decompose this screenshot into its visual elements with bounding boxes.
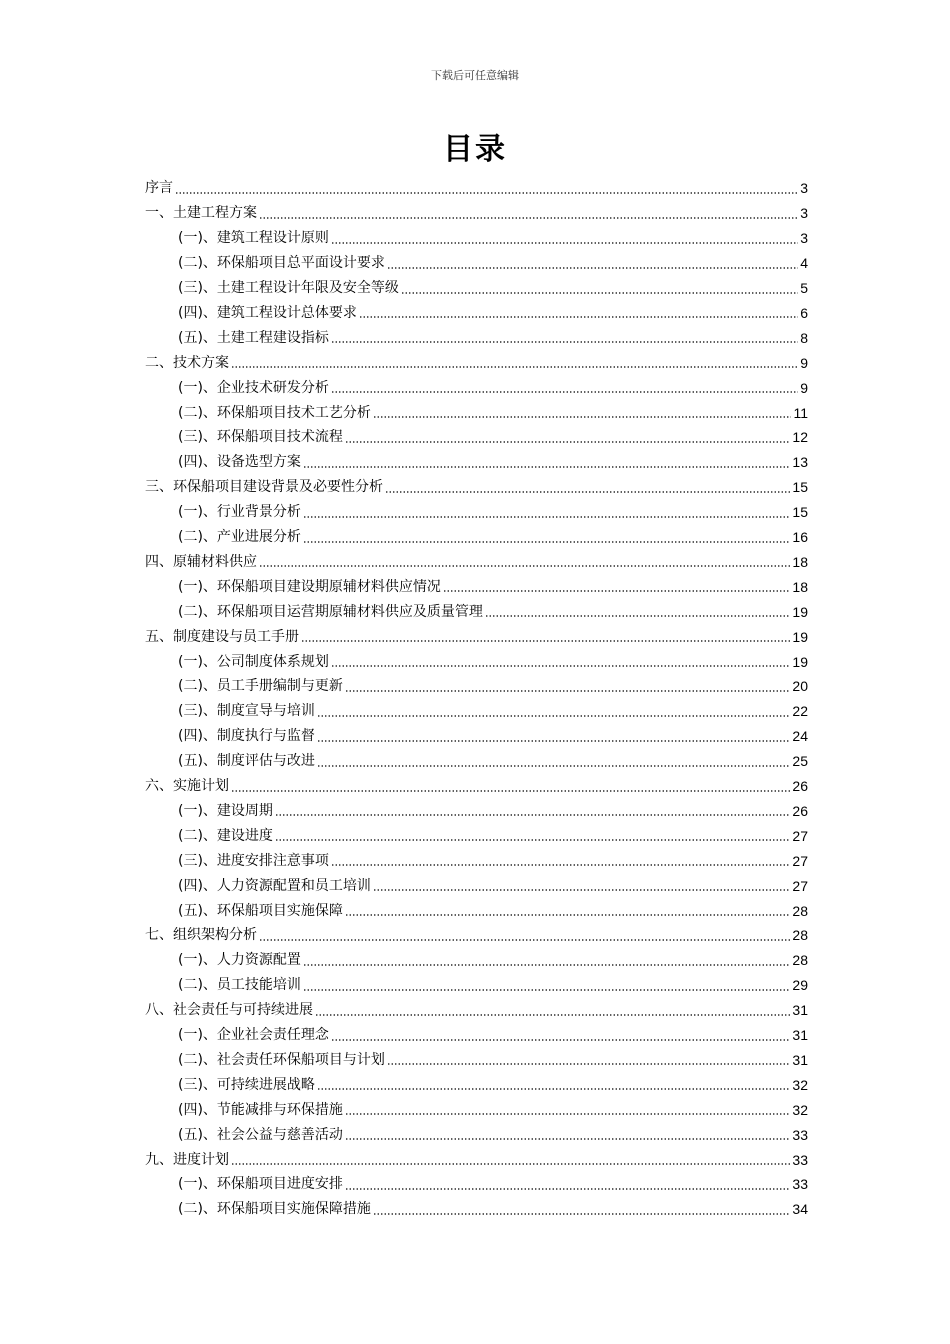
toc-page-number: 26 <box>792 778 808 795</box>
toc-subsection-entry[interactable] <box>178 1197 808 1222</box>
toc-subsection-entry[interactable] <box>178 425 808 450</box>
toc-dot-leader <box>275 814 790 816</box>
toc-dot-leader <box>345 441 790 443</box>
toc-subsection-entry[interactable] <box>178 674 808 699</box>
toc-subsection-entry[interactable] <box>178 1072 808 1097</box>
toc-dot-leader <box>331 864 790 866</box>
toc-dot-leader <box>387 267 798 269</box>
toc-subsection-entry[interactable] <box>178 973 808 998</box>
toc-entry-label: (三)、土建工程设计年限及安全等级 <box>178 280 399 297</box>
toc-page-number: 3 <box>800 230 808 247</box>
toc-page-number: 12 <box>792 429 808 446</box>
toc-entry-label: 七、组织架构分析 <box>145 927 257 944</box>
toc-page-number: 9 <box>800 354 808 371</box>
toc-entry-label: 九、进度计划 <box>145 1151 229 1168</box>
toc-entry-label: (一)、人力资源配置 <box>178 952 301 969</box>
toc-subsection-entry[interactable] <box>178 1023 808 1048</box>
toc-page-number: 32 <box>792 1076 808 1093</box>
toc-dot-leader <box>345 690 790 692</box>
toc-entry-label: (二)、社会责任环保船项目与计划 <box>178 1051 385 1068</box>
toc-dot-leader <box>345 914 790 916</box>
toc-entry-label: (一)、建设周期 <box>178 802 273 819</box>
toc-section-entry[interactable] <box>145 1147 808 1172</box>
toc-subsection-entry[interactable] <box>178 1097 808 1122</box>
toc-entry-label: (二)、建设进度 <box>178 827 273 844</box>
toc-section-entry[interactable] <box>145 923 808 948</box>
toc-page-number: 19 <box>792 628 808 645</box>
toc-page-number: 5 <box>800 280 808 297</box>
toc-page-number: 22 <box>792 703 808 720</box>
page-header-note: 下载后可任意编辑 <box>431 69 519 82</box>
toc-dot-leader <box>175 192 798 194</box>
toc-subsection-entry[interactable] <box>178 325 808 350</box>
toc-dot-leader <box>303 516 790 518</box>
toc-page-number: 28 <box>792 927 808 944</box>
toc-page-number: 33 <box>792 1151 808 1168</box>
toc-dot-leader <box>345 1188 790 1190</box>
toc-page-number: 19 <box>792 653 808 670</box>
toc-subsection-entry[interactable] <box>178 1048 808 1073</box>
toc-dot-leader <box>345 1138 790 1140</box>
toc-entry-label: (二)、环保船项目总平面设计要求 <box>178 255 385 272</box>
toc-dot-leader <box>385 491 790 493</box>
toc-page-number: 27 <box>792 852 808 869</box>
toc-dot-leader <box>331 242 798 244</box>
toc-entry-label: (一)、企业社会责任理念 <box>178 1027 329 1044</box>
toc-dot-leader <box>401 292 798 294</box>
toc-section-entry[interactable] <box>145 201 808 226</box>
toc-entry-label: (一)、企业技术研发分析 <box>178 379 329 396</box>
toc-page-number: 28 <box>792 902 808 919</box>
toc-entry-label: 一、土建工程方案 <box>145 205 257 222</box>
toc-dot-leader <box>301 640 790 642</box>
toc-entry-label: (一)、行业背景分析 <box>178 504 301 521</box>
toc-page-number: 15 <box>792 479 808 496</box>
toc-page-number: 4 <box>800 255 808 272</box>
toc-page-number: 8 <box>800 329 808 346</box>
toc-dot-leader <box>331 391 798 393</box>
toc-page-number: 20 <box>792 678 808 695</box>
toc-subsection-entry[interactable] <box>178 500 808 525</box>
toc-page-number: 9 <box>800 379 808 396</box>
toc-dot-leader <box>275 839 790 841</box>
toc-page-number: 31 <box>792 1002 808 1019</box>
toc-page-number: 27 <box>792 877 808 894</box>
toc-page-number: 18 <box>792 578 808 595</box>
toc-entry-label: (四)、节能减排与环保措施 <box>178 1101 343 1118</box>
toc-entry-label: 四、原辅材料供应 <box>145 553 257 570</box>
toc-entry-label: (三)、制度宣导与培训 <box>178 703 315 720</box>
toc-subsection-entry[interactable] <box>178 749 808 774</box>
toc-dot-leader <box>303 964 790 966</box>
toc-subsection-entry[interactable] <box>178 450 808 475</box>
toc-subsection-entry[interactable] <box>178 525 808 550</box>
toc-subsection-entry[interactable] <box>178 873 808 898</box>
toc-entry-label: (五)、社会公益与慈善活动 <box>178 1126 343 1143</box>
toc-dot-leader <box>317 765 790 767</box>
toc-page-number: 29 <box>792 977 808 994</box>
toc-dot-leader <box>331 341 798 343</box>
toc-title: 目录 <box>443 132 507 167</box>
toc-entry-label: (五)、土建工程建设指标 <box>178 329 329 346</box>
toc-section-entry[interactable] <box>145 350 808 375</box>
toc-dot-leader <box>303 541 790 543</box>
toc-dot-leader <box>443 590 790 592</box>
toc-entry-label: (二)、环保船项目技术工艺分析 <box>178 404 371 421</box>
toc-subsection-entry[interactable] <box>178 898 808 923</box>
toc-dot-leader <box>317 1088 790 1090</box>
toc-entry-label: (五)、制度评估与改进 <box>178 753 315 770</box>
toc-entry-label: 二、技术方案 <box>145 354 229 371</box>
toc-dot-leader <box>485 615 790 617</box>
toc-page-number: 28 <box>792 952 808 969</box>
toc-page-number: 15 <box>792 504 808 521</box>
toc-entry-label: (四)、建筑工程设计总体要求 <box>178 304 357 321</box>
toc-dot-leader <box>373 1213 790 1215</box>
toc-subsection-entry[interactable] <box>178 301 808 326</box>
toc-subsection-entry[interactable] <box>178 823 808 848</box>
toc-subsection-entry[interactable] <box>178 848 808 873</box>
toc-dot-leader <box>331 1039 790 1041</box>
toc-section-entry[interactable] <box>145 475 808 500</box>
toc-subsection-entry[interactable] <box>178 948 808 973</box>
toc-page-number: 19 <box>792 603 808 620</box>
toc-entry-label: (二)、员工手册编制与更新 <box>178 678 343 695</box>
toc-page-number: 27 <box>792 827 808 844</box>
toc-entry-label: (三)、进度安排注意事项 <box>178 852 329 869</box>
toc-dot-leader <box>303 466 790 468</box>
toc-subsection-entry[interactable] <box>178 1122 808 1147</box>
toc-entry-label: (五)、环保船项目实施保障 <box>178 902 343 919</box>
toc-dot-leader <box>359 316 798 318</box>
toc-subsection-entry[interactable] <box>178 699 808 724</box>
toc-page-number: 25 <box>792 753 808 770</box>
toc-entry-label: (一)、建筑工程设计原则 <box>178 230 329 247</box>
toc-dot-leader <box>373 889 790 891</box>
toc-page-number: 32 <box>792 1101 808 1118</box>
toc-page-number: 11 <box>793 404 808 421</box>
toc-section-entry[interactable] <box>145 998 808 1023</box>
toc-subsection-entry[interactable] <box>178 574 808 599</box>
toc-subsection-entry[interactable] <box>178 1172 808 1197</box>
toc-page-number: 33 <box>792 1176 808 1193</box>
toc-section-entry[interactable] <box>145 550 808 575</box>
toc-entry-label: (四)、人力资源配置和员工培训 <box>178 877 371 894</box>
toc-dot-leader <box>259 939 790 941</box>
toc-page-number: 13 <box>792 454 808 471</box>
toc-page-number: 34 <box>792 1201 808 1218</box>
toc-page-number: 3 <box>800 180 808 197</box>
toc-section-entry[interactable] <box>145 774 808 799</box>
toc-entry-label: (二)、员工技能培训 <box>178 977 301 994</box>
toc-subsection-entry[interactable] <box>178 226 808 251</box>
toc-entry-label: (四)、设备选型方案 <box>178 454 301 471</box>
toc-entry-label: 八、社会责任与可持续进展 <box>145 1002 313 1019</box>
toc-subsection-entry[interactable] <box>178 400 808 425</box>
toc-dot-leader <box>331 665 790 667</box>
toc-entry-label: (一)、公司制度体系规划 <box>178 653 329 670</box>
toc-subsection-entry[interactable] <box>178 375 808 400</box>
toc-dot-leader <box>303 989 790 991</box>
toc-entry-label: (三)、可持续进展战略 <box>178 1076 315 1093</box>
toc-dot-leader <box>387 1063 790 1065</box>
toc-page-number: 24 <box>792 728 808 745</box>
toc-page-number: 26 <box>792 802 808 819</box>
toc-page-number: 16 <box>792 529 808 546</box>
toc-page-number: 3 <box>800 205 808 222</box>
toc-page-number: 31 <box>792 1051 808 1068</box>
toc-dot-leader <box>231 366 798 368</box>
toc-subsection-entry[interactable] <box>178 251 808 276</box>
toc-entry-label: 五、制度建设与员工手册 <box>145 628 299 645</box>
toc-subsection-entry[interactable] <box>178 276 808 301</box>
toc-entry-label: 三、环保船项目建设背景及必要性分析 <box>145 479 383 496</box>
toc-entry-label: 序言 <box>145 180 173 197</box>
toc-dot-leader <box>345 1113 790 1115</box>
toc-subsection-entry[interactable] <box>178 599 808 624</box>
toc-entry-label: (二)、环保船项目实施保障措施 <box>178 1201 371 1218</box>
toc-dot-leader <box>315 1014 790 1016</box>
toc-dot-leader <box>373 416 792 418</box>
toc-entry-label: (二)、环保船项目运营期原辅材料供应及质量管理 <box>178 603 483 620</box>
toc-page-number: 31 <box>792 1027 808 1044</box>
toc-page-number: 18 <box>792 553 808 570</box>
toc-dot-leader <box>259 217 798 219</box>
toc-dot-leader <box>231 790 790 792</box>
toc-section-entry[interactable] <box>145 624 808 649</box>
toc-subsection-entry[interactable] <box>178 724 808 749</box>
toc-entry-label: (二)、产业进展分析 <box>178 529 301 546</box>
toc-dot-leader <box>259 565 790 567</box>
toc-section-entry[interactable] <box>145 176 808 201</box>
toc-subsection-entry[interactable] <box>178 799 808 824</box>
toc-dot-leader <box>317 715 790 717</box>
toc-dot-leader <box>317 740 790 742</box>
toc-entry-label: (一)、环保船项目建设期原辅材料供应情况 <box>178 578 441 595</box>
toc-entry-label: 六、实施计划 <box>145 778 229 795</box>
toc-page-number: 6 <box>800 304 808 321</box>
toc-entry-label: (三)、环保船项目技术流程 <box>178 429 343 446</box>
toc-subsection-entry[interactable] <box>178 649 808 674</box>
toc-dot-leader <box>231 1163 790 1165</box>
toc-entry-label: (一)、环保船项目进度安排 <box>178 1176 343 1193</box>
toc-page-number: 33 <box>792 1126 808 1143</box>
toc-entry-label: (四)、制度执行与监督 <box>178 728 315 745</box>
